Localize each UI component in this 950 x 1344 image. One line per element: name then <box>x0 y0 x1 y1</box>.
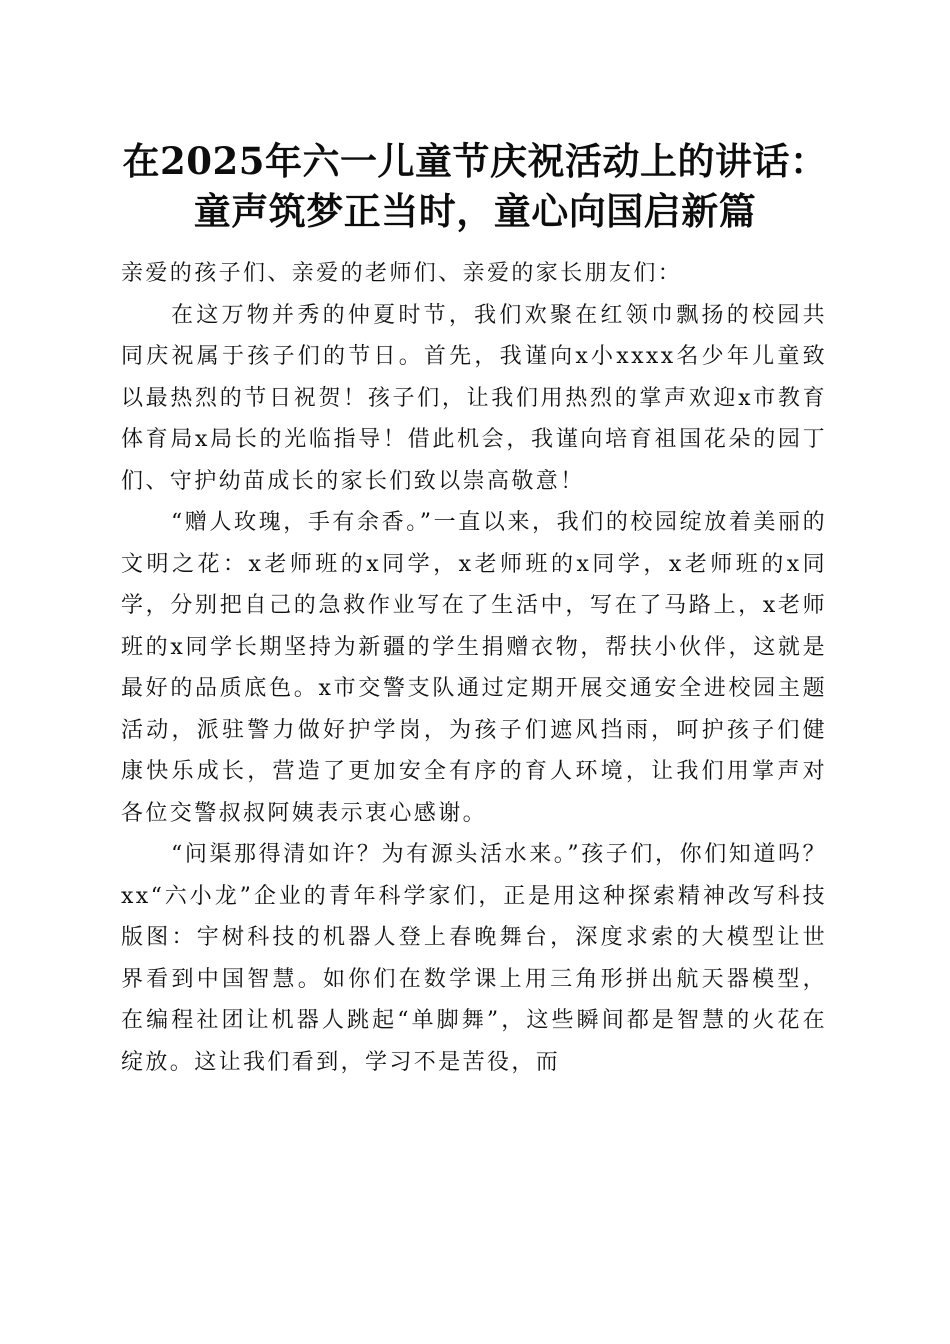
document-title: 在2025年六一儿童节庆祝活动上的讲话：童声筑梦正当时，童心向国启新篇 <box>122 139 828 233</box>
salutation: 亲爱的孩子们、亲爱的老师们、亲爱的家长朋友们： <box>121 261 683 286</box>
document-body <box>121 253 827 1083</box>
paragraph-3: “问渠那得清如许？为有源头活水来。”孩子们，你们知道吗？xx“六小龙”企业的青年科学家们，正是用这种探索精神改写科技版图：宇树科技的机器人登上春晚舞台，深度求索的大模型让世界看到中国智慧。如你们在数学课上用三角形拼出航天器模型，在编程社团让机器人跳起“单脚舞”，这些瞬间都是智慧的火花在绽放。这让我们看到，学习不是苦役，而 <box>121 842 827 1075</box>
paragraph-1: 在这万物并秀的仲夏时节，我们欢聚在红领巾飘扬的校园共同庆祝属于孩子们的节日。首先，我谨向x小xxxx名少年儿童致以最热烈的节日祝贺！孩子们，让我们用热烈的掌声欢迎x市教育体育局x局长的光临指导！借此机会，我谨向培育祖国花朵的园丁们、守护幼苗成长的家长们致以崇高敬意！ <box>121 302 827 494</box>
paragraph-2: “赠人玫瑰，手有余香。”一直以来，我们的校园绽放着美丽的文明之花：x老师班的x同学，x老师班的x同学，x老师班的x同学，分别把自己的急救作业写在了生活中，写在了马路上，x老师班的x同学长期坚持为新疆的学生捐赠衣物，帮扶小伙伴，这就是最好的品质底色。x市交警支队通过定期开展交通安全进校园主题活动，派驻警力做好护学岗，为孩子们遮风挡雨，呵护孩子们健康快乐成长，营造了更加安全有序的育人环境，让我们用掌声对各位交警叔叔阿姨表示衷心感谢。 <box>121 510 827 826</box>
